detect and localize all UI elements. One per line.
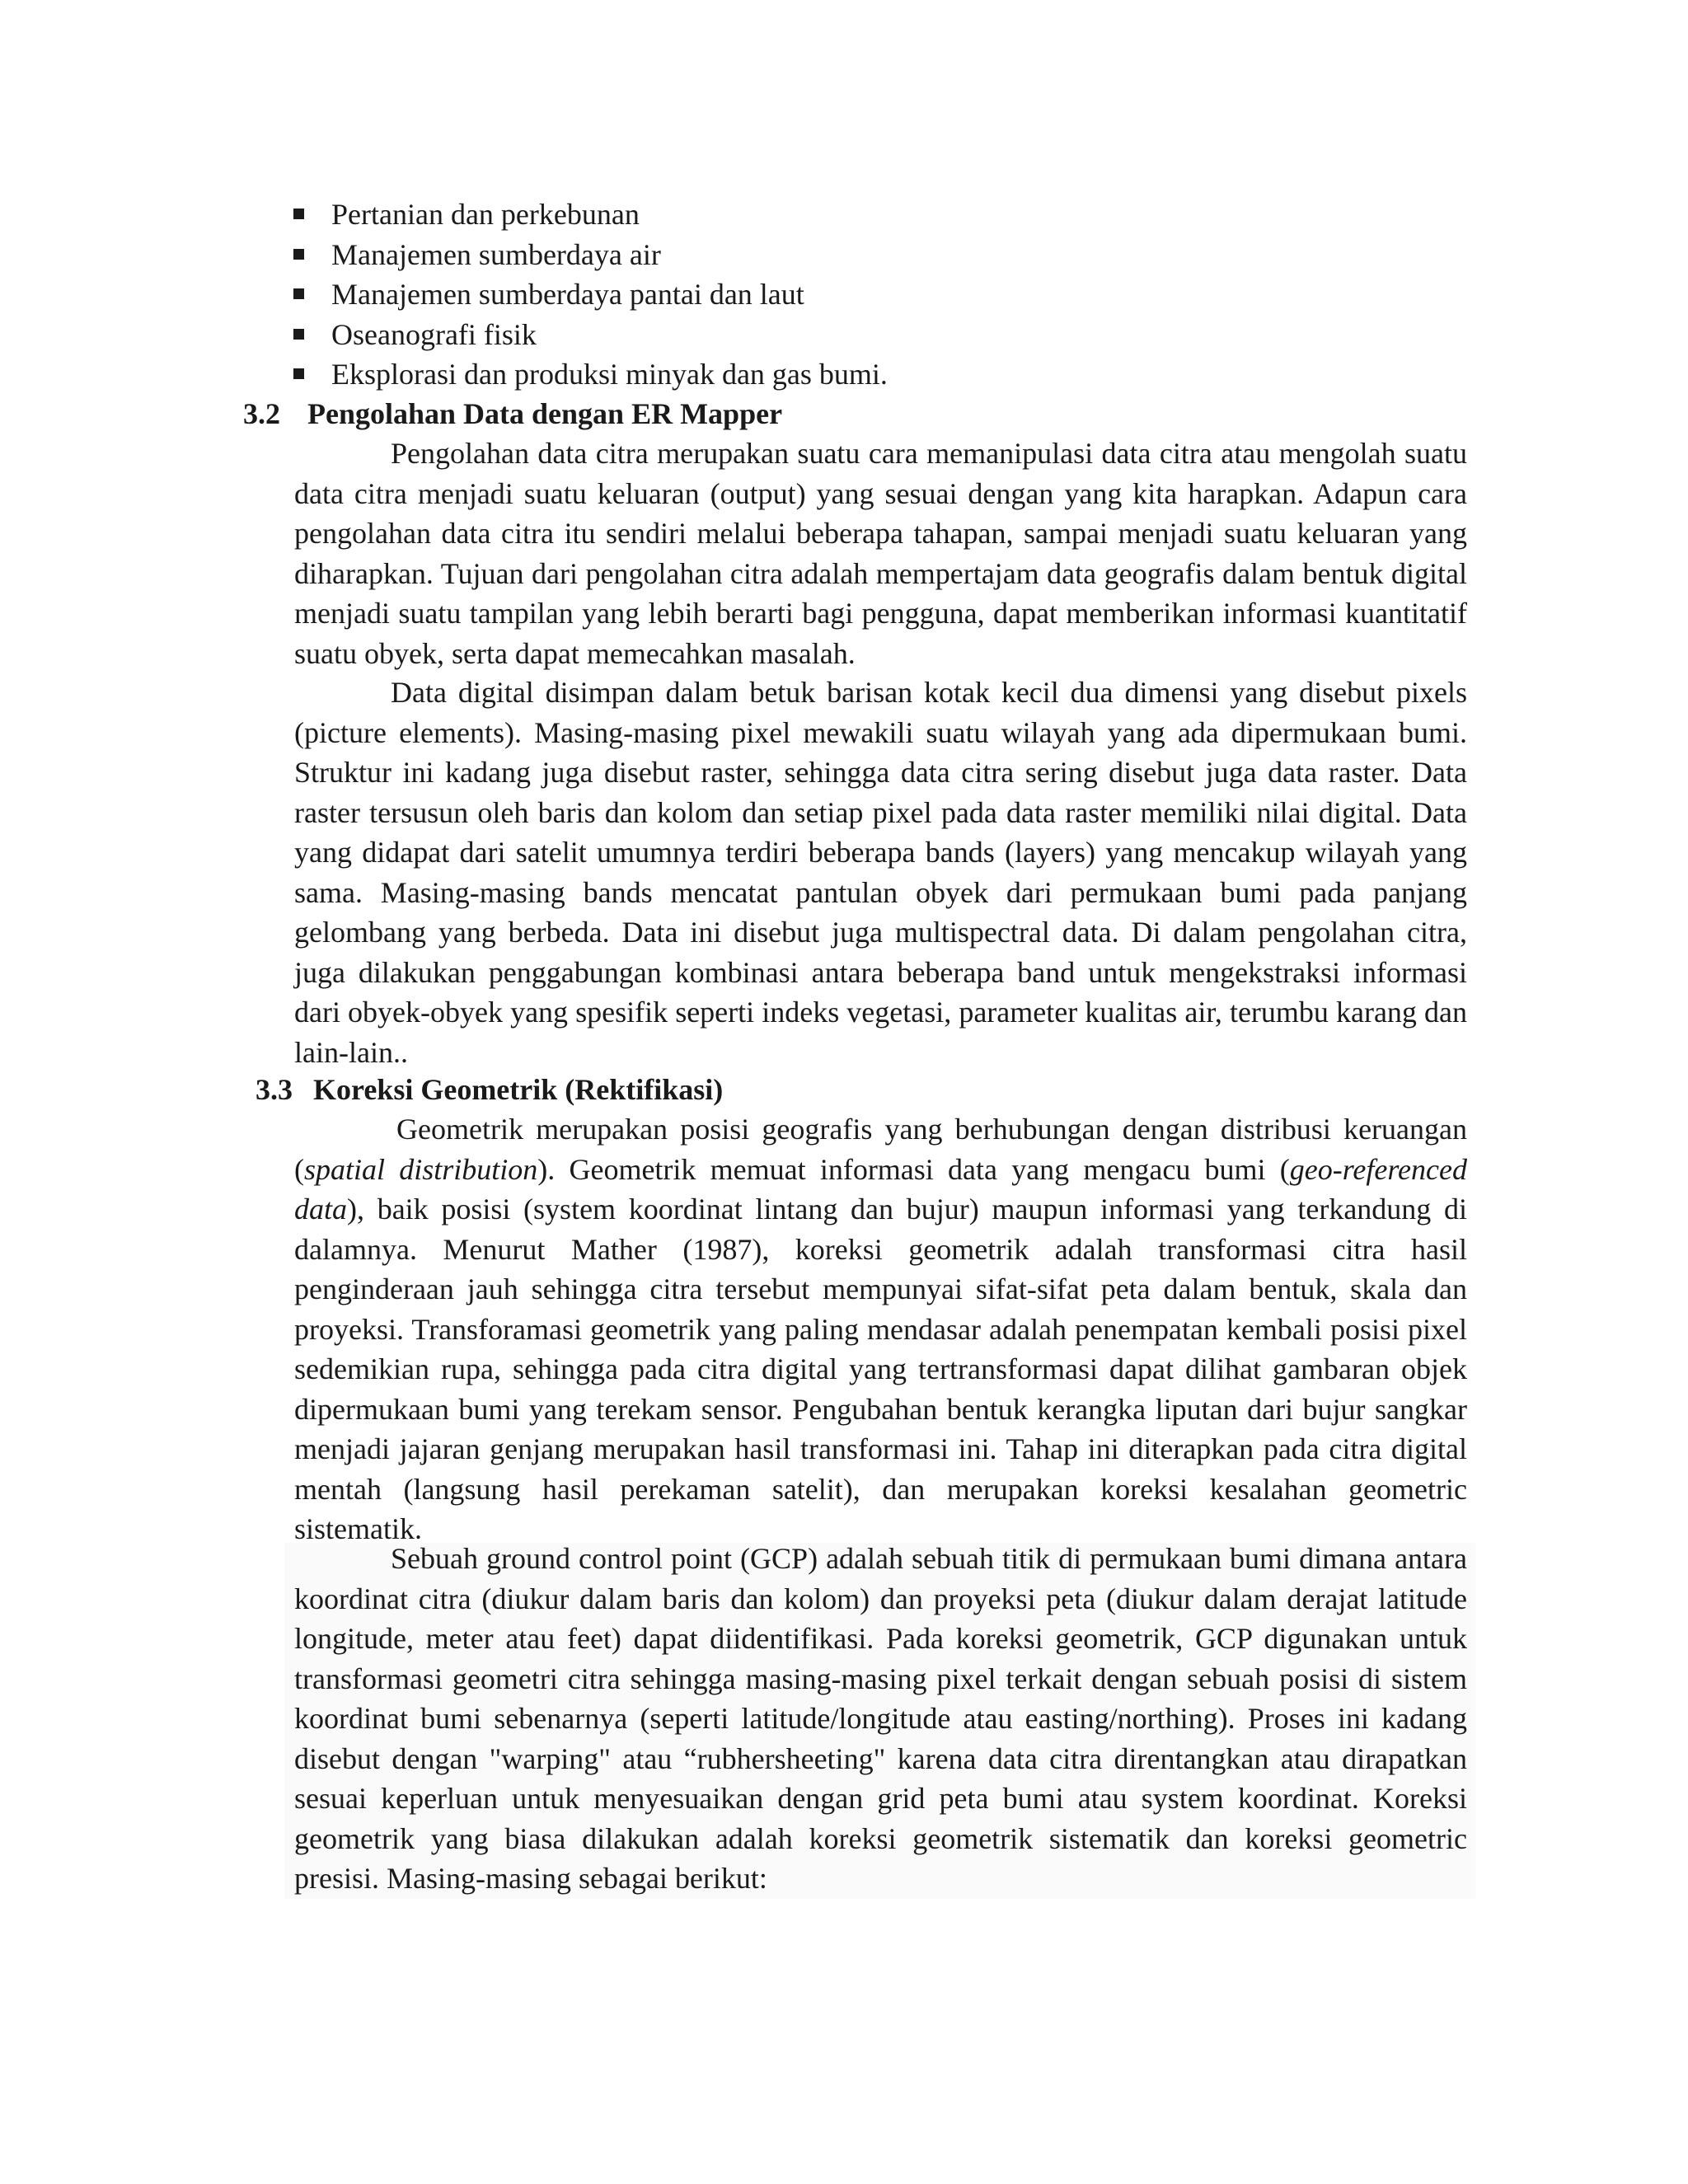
section-title: Koreksi Geometrik (Rektifikasi) [313,1073,724,1106]
list-item [293,235,1447,275]
list-item [293,354,1447,395]
paragraph-text: ), baik posisi (system koordinat lintang dan bujur) maupun informasi yang terkandung di dalamnya. Menurut Mather (1987), koreksi geometrik adalah transformasi citra hasil penginderaan jauh sehingga citra tersebut mempunyai sifat-sifat peta dalam bentuk, skala dan proyeksi. Transforamasi geometrik yang paling mendasar adalah penempatan kembali posisi pixel sedemikian rupa, sehingga pada citra digital yang tertransformasi dapat dilihat gambaran objek dipermukaan bumi yang terekam sensor. Pengubahan bentuk kerangka liputan dari bujur sangkar menjadi jajaran genjang merupakan hasil transformasi ini. Tahap ini diterapkan pada citra digital mentah (langsung hasil perekaman satelit), dan merupakan koreksi kesalahan geometric sistematik. [294,1193,1467,1545]
section-title: Pengolahan Data dengan ER Mapper [307,397,783,430]
list-item-text: Eksplorasi dan produksi minyak dan gas bumi. [331,358,888,391]
square-bullet-icon [293,288,304,299]
list-item-text: Manajemen sumberdaya air [331,237,661,271]
paragraph-geometrik-1 [294,1109,1467,1549]
section-number: 3.3 [256,1073,293,1106]
list-item-text: Pertanian dan perkebunan [331,198,640,231]
bullet-list [293,194,1447,395]
paragraph-pengolahan-1: Pengolahan data citra merupakan suatu cara memanipulasi data citra atau mengolah suatu data citra menjadi suatu keluaran (output) yang sesuai dengan yang kita harapkan. Adapun cara pengolahan data citra itu sendiri melalui beberapa tahapan, sampai menjadi suatu keluaran yang diharapkan. Tujuan dari pengolahan citra adalah mempertajam data geografis dalam bentuk digital menjadi suatu tampilan yang lebih berarti bagi pengguna, dapat memberikan informasi kuantitatif suatu obyek, serta dapat memecahkan masalah. [294,437,1467,670]
list-item [293,315,1447,355]
italic-term: geo-referenced data [294,1152,1467,1226]
paragraph-text: Geometrik merupakan posisi geografis yang berhubungan dengan distribusi keruangan ( [294,1113,1467,1186]
square-bullet-icon [293,329,304,340]
square-bullet-icon [293,249,304,260]
paragraph-text: ). Geometrik memuat informasi data yang mengacu bumi ( [537,1152,1290,1186]
list-item [293,274,1447,315]
section-heading-3-3 [256,1070,723,1110]
list-item [293,194,1447,235]
list-item-text: Oseanografi fisik [331,317,537,351]
square-bullet-icon [293,209,304,219]
section-heading-3-2 [243,394,782,434]
paragraph-pengolahan-2: Data digital disimpan dalam betuk barisan kotak kecil dua dimensi yang disebut pixels (picture elements). Masing-masing pixel mewakili suatu wilayah yang ada dipermukaan bumi. Struktur ini kadang juga disebut raster, sehingga data citra sering disebut juga data raster. Data raster tersusun oleh baris dan kolom dan setiap pixel pada data raster memiliki nilai digital. Data yang didapat dari satelit umumnya terdiri beberapa bands (layers) yang mencakup wilayah yang sama. Masing-masing bands mencatat pantulan obyek dari permukaan bumi pada panjang gelombang yang berbeda. Data ini disebut juga multispectral data. Di dalam pengolahan citra, juga dilakukan penggabungan kombinasi antara beberapa band untuk mengekstraksi informasi dari obyek-obyek yang spesifik seperti indeks vegetasi, parameter kualitas air, terumbu karang dan lain-lain.. [294,676,1467,1069]
paragraph-gcp: Sebuah ground control point (GCP) adalah sebuah titik di permukaan bumi dimana antara koordinat citra (diukur dalam baris dan kolom) dan proyeksi peta (diukur dalam derajat latitude longitude, meter atau feet) dapat diidentifikasi. Pada koreksi geometrik, GCP digunakan untuk transformasi geometri citra sehingga masing-masing pixel terkait dengan sebuah posisi di sistem koordinat bumi sebenarnya (seperti latitude/longitude atau easting/northing). Proses ini kadang disebut dengan "warping" atau “rubhersheeting" karena data citra direntangkan atau dirapatkan sesuai keperluan untuk menyesuaikan dengan grid peta bumi atau system koordinat. Koreksi geometrik yang biasa dilakukan adalah koreksi geometrik sistematik dan koreksi geometric presisi. Masing-masing sebagai berikut: [294,1542,1467,1895]
section-number: 3.2 [243,397,280,430]
list-item-text: Manajemen sumberdaya pantai dan laut [331,278,804,311]
square-bullet-icon [293,368,304,379]
italic-term: spatial distribution [304,1152,538,1186]
